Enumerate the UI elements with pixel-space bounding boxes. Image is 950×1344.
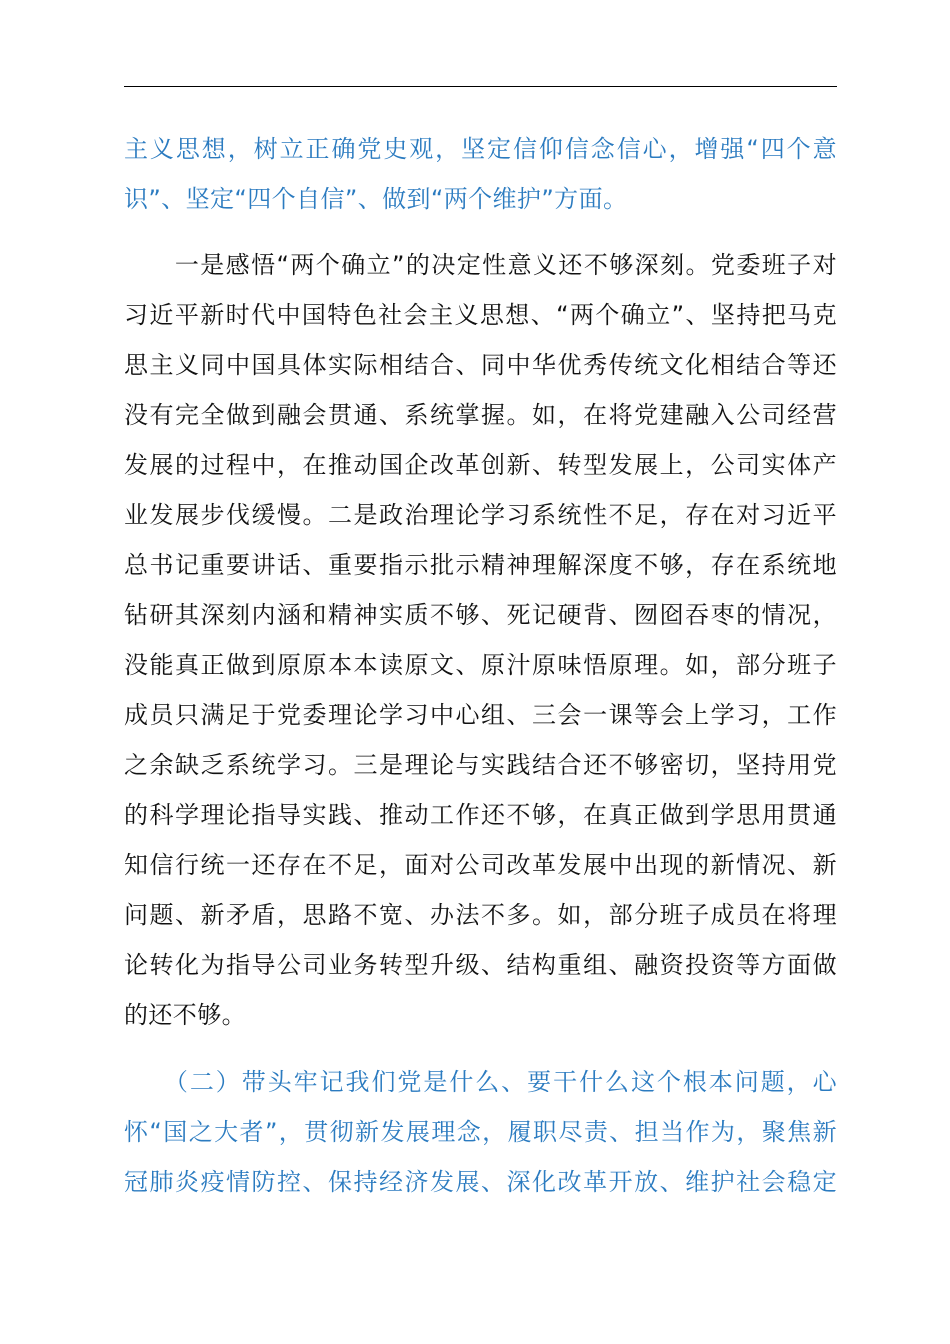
body-line: 习近平新时代中国特色社会主义思想、“两个确立”、坚持把马克 xyxy=(124,301,837,329)
body-line: 钻研其深刻内涵和精神实质不够、死记硬背、囫囵吞枣的情况， xyxy=(124,601,837,629)
section-heading xyxy=(124,1057,837,1207)
body-line: 业发展步伐缓慢。二是政治理论学习系统性不足，存在对习近平 xyxy=(124,501,837,529)
body-line: 问题、新矛盾，思路不宽、办法不多。如，部分班子成员在将理 xyxy=(124,901,837,929)
body-line: 的还不够。 xyxy=(124,1001,246,1029)
body-line: 一是感悟“两个确立”的决定性意义还不够深刻。党委班子对 xyxy=(124,251,837,279)
heading-line: 主义思想，树立正确党史观，坚定信仰信念信心，增强“四个意 xyxy=(124,135,837,163)
section-heading-line: （二）带头牢记我们党是什么、要干什么这个根本问题，心 xyxy=(124,1068,837,1096)
paragraph-gap xyxy=(124,224,837,240)
body-line: 成员只满足于党委理论学习中心组、三会一课等会上学习，工作 xyxy=(124,701,837,729)
body-line: 论转化为指导公司业务转型升级、结构重组、融资投资等方面做 xyxy=(124,951,837,979)
body-line: 发展的过程中，在推动国企改革创新、转型发展上，公司实体产 xyxy=(124,451,837,479)
heading-continuation xyxy=(124,124,837,224)
body-line: 之余缺乏系统学习。三是理论与实践结合还不够密切，坚持用党 xyxy=(124,751,837,779)
body-line: 没有完全做到融会贯通、系统掌握。如，在将党建融入公司经营 xyxy=(124,401,837,429)
body-paragraph xyxy=(124,240,837,1040)
body-line: 知信行统一还存在不足，面对公司改革发展中出现的新情况、新 xyxy=(124,851,837,879)
body-line: 总书记重要讲话、重要指示批示精神理解深度不够，存在系统地 xyxy=(124,551,837,579)
section-heading-line: 怀“国之大者”，贯彻新发展理念，履职尽责、担当作为，聚焦新 xyxy=(124,1118,837,1146)
heading-line: 识”、坚定“四个自信”、做到“两个维护”方面。 xyxy=(124,185,628,213)
document-content xyxy=(124,124,837,1207)
body-line: 没能真正做到原原本本读原文、原汁原味悟原理。如，部分班子 xyxy=(124,651,837,679)
paragraph-gap xyxy=(124,1040,837,1057)
section-heading-line: 冠肺炎疫情防控、保持经济发展、深化改革开放、维护社会稳定 xyxy=(124,1168,837,1196)
header-rule xyxy=(124,86,837,87)
body-line: 的科学理论指导实践、推动工作还不够，在真正做到学思用贯通 xyxy=(124,801,837,829)
body-line: 思主义同中国具体实际相结合、同中华优秀传统文化相结合等还 xyxy=(124,351,837,379)
